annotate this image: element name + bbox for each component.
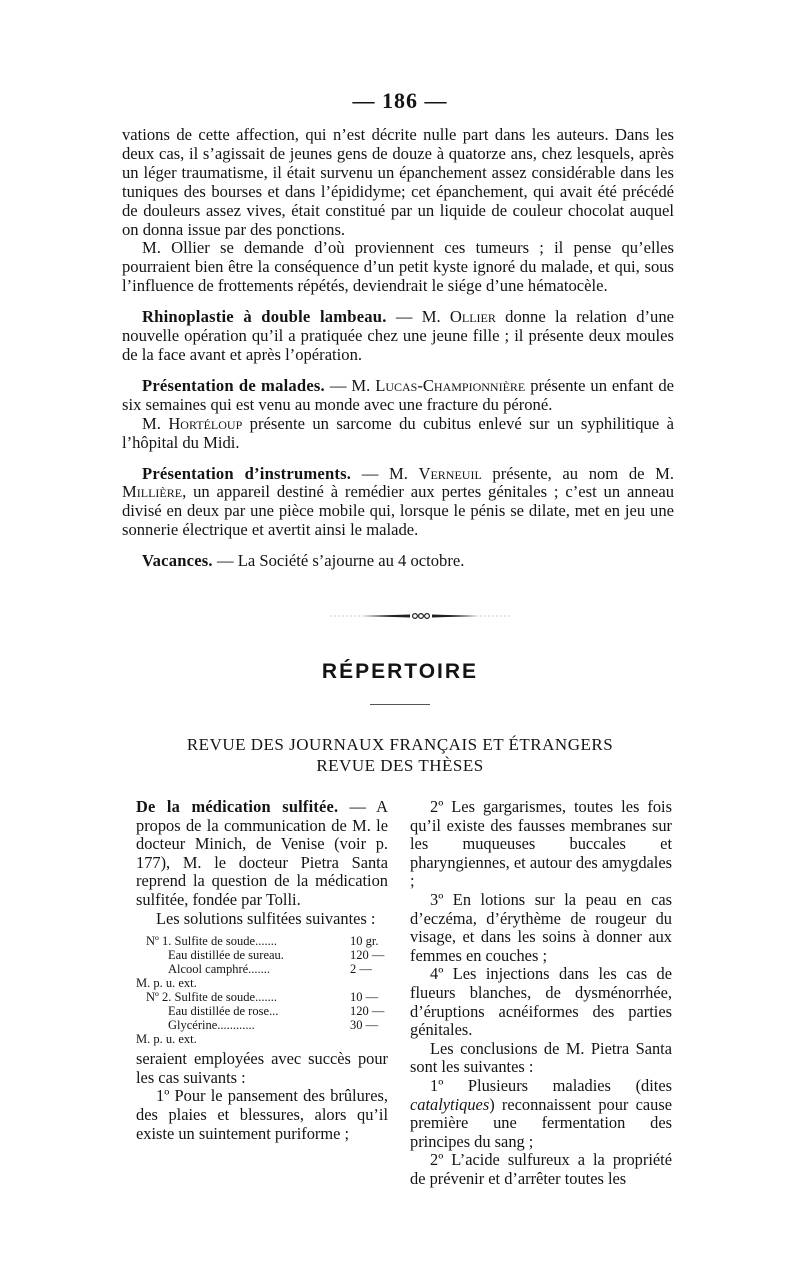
recipe-ingredient: Eau distillée de rose... bbox=[168, 1004, 279, 1019]
recipe-row bbox=[136, 1018, 388, 1032]
recipe-ingredient: Alcool camphré....... bbox=[168, 962, 271, 977]
right-column bbox=[410, 798, 672, 1188]
recipe-ingredient: Eau distillée de sureau. bbox=[168, 948, 284, 963]
section-heading: De la médication sulfitée. bbox=[136, 797, 339, 816]
revue-title-line-2: REVUE DES THÈSES bbox=[316, 756, 484, 775]
right-paragraph-2: 3º En lotions sur la peau en cas d’eczéma, d’érythème de rougeur du visage, et dans les soins à donner aux femmes en couches ; bbox=[410, 889, 672, 965]
right-paragraph-1: 2º Les gargarismes, toutes les fois qu’il existe des fausses membranes sur les muqueuses buccales et pharyngiennes, et autour des amygdales ; bbox=[410, 797, 672, 891]
recipe-quantity: 10 gr. bbox=[350, 934, 379, 949]
left-paragraph-4: 1º Pour le pansement des brûlures, des plaies et blessures, alors qu’il existe un suintement puriforme ; bbox=[136, 1086, 388, 1143]
dash: — M. bbox=[386, 307, 450, 327]
recipe-note: M. p. u. ext. bbox=[136, 976, 197, 991]
recipe-quantity: 120 — bbox=[350, 948, 385, 963]
recipe-row bbox=[136, 1004, 388, 1018]
author-name: Verneuil bbox=[418, 463, 482, 483]
recipe-row bbox=[136, 990, 388, 1004]
paragraph-ollier: M. Ollier se demande d’où proviennent ces tumeurs ; il pense qu’elles pourraient bien être la conséquence d’un petit kyste ignoré du malade, et qui, sous l’influence de frottements répétés, deviendrait le siége d’une hématocèle. bbox=[122, 238, 674, 296]
section-text: , un appareil destiné à remédier aux pertes génitales ; c’est un anneau divisé en deux par une pièce mobile qui, lorsque le pénis se dilate, met en jeu une sonnerie électrique et avertit ainsi le malade. bbox=[122, 482, 674, 540]
right-paragraph-3: 4º Les injections dans les cas de flueurs blanches, de dysménorrhée, d’éruptions acnéiformes des parties génitales. bbox=[410, 964, 672, 1040]
recipe-ingredient: Nº 1. Sulfite de soude....... bbox=[146, 934, 277, 949]
left-paragraph-2: Les solutions sulfitées suivantes : bbox=[156, 908, 376, 928]
recipe-row bbox=[136, 962, 388, 976]
prefix: M. bbox=[142, 413, 169, 433]
section-text: — A propos de la communication de M. le docteur Minich, de Venise (voir p. 177), M. le docteur Pietra Santa reprend la question de la médication sulfitée, fondée par Tolli. bbox=[136, 797, 388, 909]
recipe-quantity bbox=[350, 1032, 388, 1046]
section-text: donne la relation d’une nouvelle opération qu’il a pratiquée chez une jeune fille ; il présente deux moules de la face avant et après l’opération. bbox=[122, 307, 674, 364]
text: 1º Plusieurs maladies (dites bbox=[430, 1075, 672, 1095]
section-presentation-instruments bbox=[122, 465, 674, 541]
recipe-row bbox=[136, 948, 388, 962]
section-vacances bbox=[122, 552, 674, 571]
recipe-table bbox=[136, 934, 388, 1046]
recipe-quantity bbox=[350, 976, 388, 990]
section-heading: Rhinoplastie à double lambeau. bbox=[142, 307, 387, 327]
author-name: Lucas-Championnière bbox=[375, 375, 526, 395]
paragraph-horteloup bbox=[122, 415, 674, 453]
recipe-ingredient: Glycérine............ bbox=[168, 1018, 255, 1033]
text: ) reconnaissent pour cause première une fermentation des principes du sang ; bbox=[410, 1094, 672, 1151]
dash: — M. bbox=[351, 463, 419, 483]
left-paragraph-1 bbox=[136, 798, 388, 910]
section-text: présente, au nom de M. bbox=[481, 463, 674, 483]
right-paragraph-4: Les conclusions de M. Pietra Santa sont les suivantes : bbox=[410, 1038, 672, 1077]
left-column bbox=[136, 798, 388, 1143]
recipe-quantity: 10 — bbox=[350, 990, 379, 1005]
recipe-ingredient: Nº 2. Sulfite de soude....... bbox=[146, 990, 277, 1005]
right-paragraph-6: 2º L’acide sulfureux a la propriété de prévenir et d’arrêter toutes les bbox=[410, 1150, 672, 1188]
repertoire-heading: RÉPERTOIRE bbox=[321, 660, 479, 683]
section-text: présente un enfant de six semaines qui est venu au monde avec une fracture du péroné. bbox=[122, 375, 674, 414]
author-name: Hortéloup bbox=[168, 413, 243, 433]
section-heading: Présentation de malades. bbox=[142, 375, 325, 395]
revue-title bbox=[0, 734, 800, 776]
section-heading: Présentation d’instruments. bbox=[142, 463, 352, 483]
section-text: — La Société s’ajourne au 4 octobre. bbox=[212, 551, 465, 571]
author-name: Millière bbox=[122, 482, 183, 502]
right-paragraph-5 bbox=[410, 1077, 672, 1151]
revue-title-line-1: REVUE DES JOURNAUX FRANÇAIS ET ÉTRANGERS bbox=[186, 735, 614, 754]
top-text-block bbox=[122, 126, 674, 571]
recipe-quantity: 2 — bbox=[350, 962, 372, 977]
section-presentation-malades bbox=[122, 377, 674, 415]
paragraph-affection: vations de cette affection, qui n’est décrite nulle part dans les auteurs. Dans les deux cas, il s’agissait de jeunes gens de douze à quatorze ans, chez lesquels, après un léger traumatisme, il était survenu un épanchement assez considérable dans les tuniques des bourses et dans l’épididyme; cet épanchement, qui avait été précédé de douleurs assez vives, était constitué par un liquide de couleur chocolat auquel on donna issue par des ponctions. bbox=[122, 125, 674, 239]
section-text: présente un sarcome du cubitus enlevé sur un syphilitique à l’hôpital du Midi. bbox=[122, 413, 674, 452]
emphasis: catalytiques bbox=[410, 1094, 490, 1114]
recipe-row bbox=[136, 934, 388, 948]
section-heading: Vacances. bbox=[142, 551, 213, 571]
recipe-quantity: 30 — bbox=[350, 1018, 379, 1033]
author-name: Ollier bbox=[449, 307, 496, 327]
recipe-row bbox=[136, 976, 388, 990]
short-rule bbox=[370, 704, 430, 705]
recipe-row bbox=[136, 1032, 388, 1046]
dash: — M. bbox=[324, 375, 376, 395]
section-rhinoplastie bbox=[122, 308, 674, 365]
ornamental-divider bbox=[330, 612, 510, 620]
page-number: — 186 — bbox=[352, 88, 448, 113]
recipe-note: M. p. u. ext. bbox=[136, 1032, 197, 1047]
left-paragraph-3: seraient employées avec succès pour les cas suivants : bbox=[136, 1049, 388, 1087]
recipe-quantity: 120 — bbox=[350, 1004, 385, 1019]
